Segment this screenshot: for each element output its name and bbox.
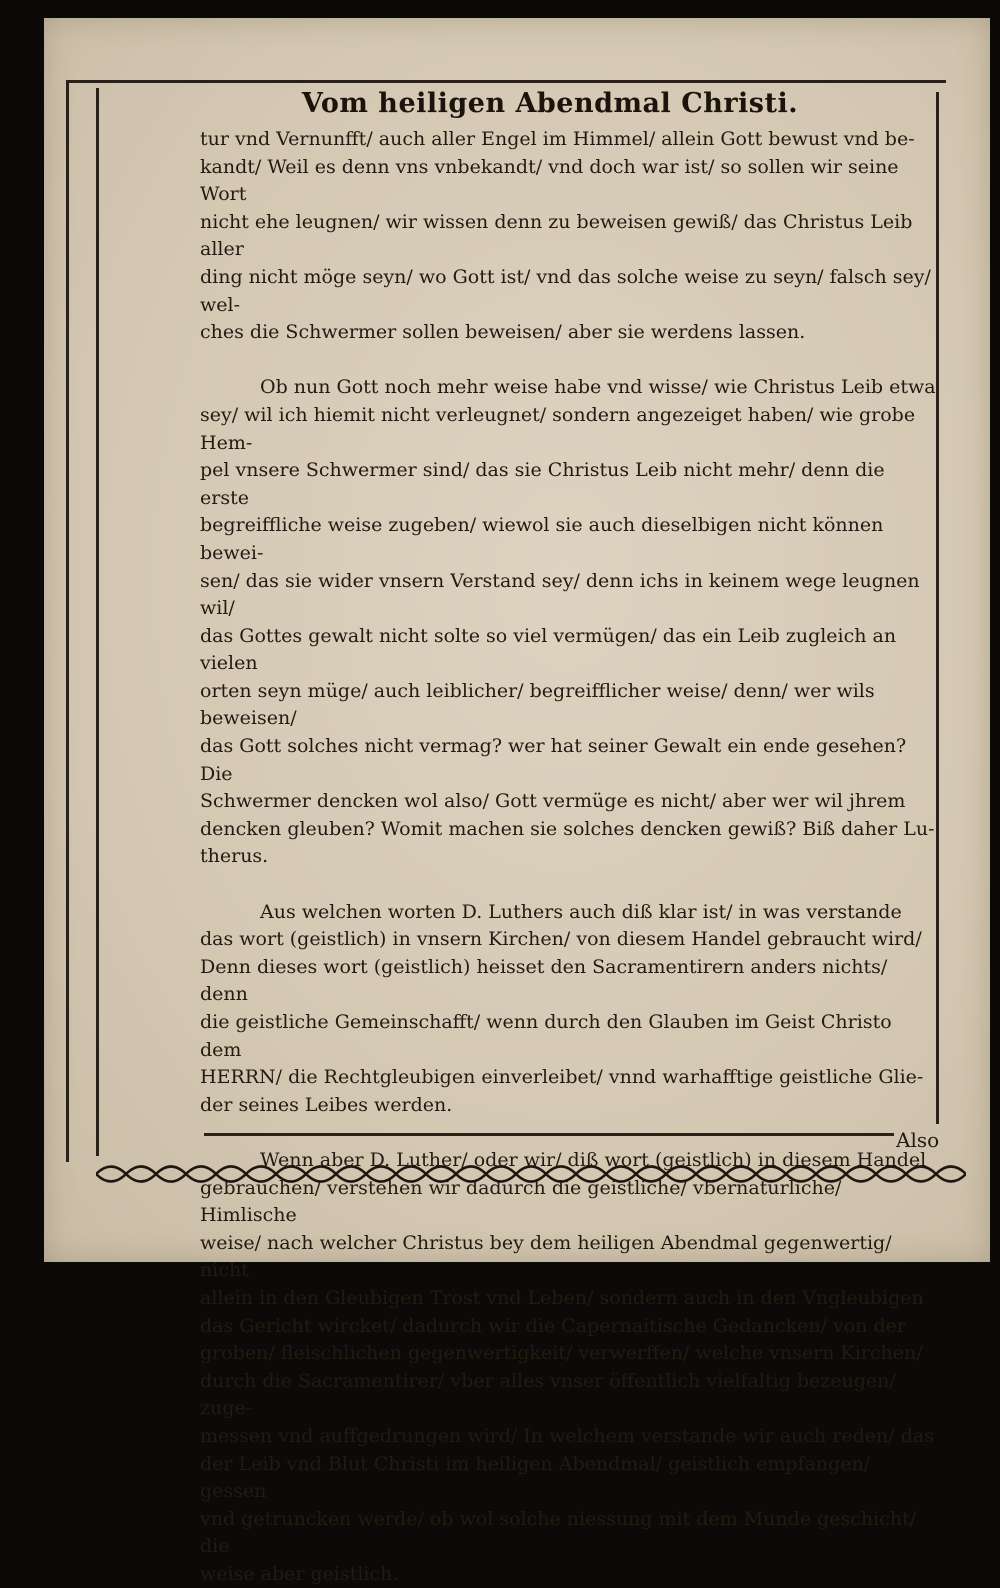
paragraph-3: Aus welchen worten D. Luthers auch diß klar ist/ in was verstande das wort (geistlich) in vnsern Kirchen/ von diesem Handel gebraucht wird/ Denn dieses wort (geistlich) heisset den Sacramentirern anders nichts/ denn die geistliche Gemeinschafft/ wenn durch den Glauben im Geist Christo dem HERRN/ die Rechtgleubigen einverleibet/ vnnd warhafftige geistliche Glie- der seines Leibes werden. (200, 900, 924, 1116)
running-head: Vom heiligen Abendmal Christi. (301, 88, 799, 119)
ornament-border (96, 1160, 966, 1188)
paragraph-2: Ob nun Gott noch mehr weise habe vnd wisse/ wie Christus Leib etwa sey/ wil ich hiemit nicht verleugnet/ sondern angezeiget haben/ wie grobe Hem- pel vnsere Schwermer sind/ das sie Christus Leib nicht mehr/ denn die erste begreiffliche weise zugeben/ wiewol sie auch dieselbigen nicht können bewei- sen/ das sie wider vnsern Verstand sey/ denn ichs in keinem wege leugnen wil/ das Gottes gewalt nicht solte so viel vermügen/ das ein Leib zugleich an vielen orten seyn müge/ auch leiblicher/ begreifflicher weise/ denn/ wer wils beweisen/ das Gott solches nicht vermag? wer hat seiner Gewalt ein ende gesehen? Die Schwermer dencken wol also/ Gott vermüge es nicht/ aber wer wil jhrem dencken gleuben? Womit machen sie solches dencken gewiß? Biß daher Lu- therus. (200, 376, 936, 868)
frame-left-outer-rule (66, 82, 69, 1162)
paragraph-1: tur vnd Vernunfft/ auch aller Engel im Himmel/ allein Gott bewust vnd be- kandt/ Weil es denn vns vnbekandt/ vnd doch war ist/ so sollen wir seine Wort nicht ehe leugnen/ wir wissen denn zu beweisen gewiß/ das Christus Leib aller ding nicht möge seyn/ wo Gott ist/ vnd das solche weise zu seyn/ falsch sey/ wel- ches die Schwermer sollen beweisen/ aber sie werdens lassen. (200, 128, 931, 344)
frame-top-rule (66, 80, 946, 83)
frame-left-inner-rule (96, 88, 99, 1156)
ornament-band-graphic (96, 1160, 966, 1188)
paragraph-4: Wenn aber D. Luther/ oder wir/ diß wort (geistlich) in diesem Handel gebrauchen/ verstehen wir dadurch die geistliche/ vbernatürliche/ Himlische weise/ nach welcher Christus bey dem heiligen Abendmal gegenwertig/ nicht allein in den Gleubigen Trost vnd Leben/ sondern auch in den Vngleubigen das Gericht wircket/ dadurch wir die Capernaitische Gedancken/ von der groben/ fleischlichen gegenwertigkeit/ verwerffen/ welche vnsern Kirchen/ durch die Sacramentirer/ vber alles vnser öffentlich vielfaltig bezeugen/ zuge- messen vnd auffgedrungen wird/ In welchem verstande wir auch reden/ das der Leib vnd Blut Christi im heiligen Abendmal/ geistlich empfangen/ gessen vnd getruncken werde/ ob wol solche niessung mit dem Munde geschicht/ die weise aber geistlich. (200, 1148, 934, 1585)
catchword: Also (896, 1128, 940, 1152)
body-text (200, 126, 938, 1588)
